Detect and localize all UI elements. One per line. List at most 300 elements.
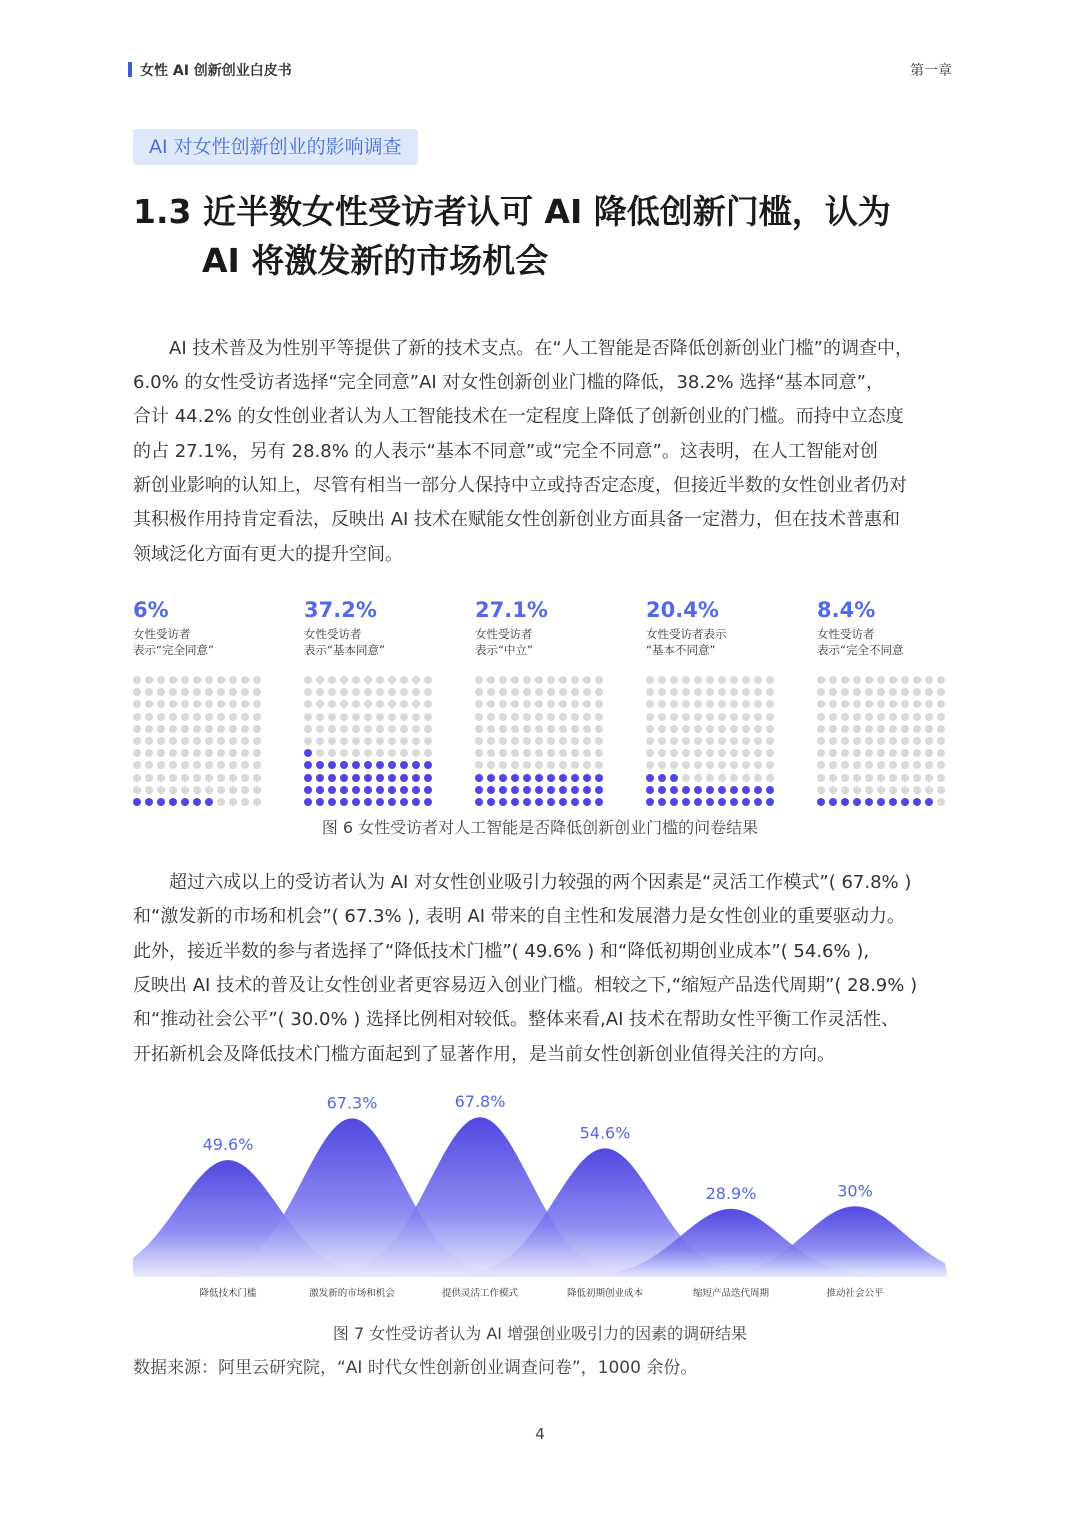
data-source: 数据来源：阿里云研究院，“AI 时代女性创新创业调查问卷”，1000 余份。 xyxy=(133,1358,698,1378)
dot-empty xyxy=(364,676,372,684)
dot-empty xyxy=(400,737,408,745)
dot-empty xyxy=(145,725,153,733)
dot-empty xyxy=(304,700,312,708)
dot-empty xyxy=(925,761,933,769)
dot-empty xyxy=(547,761,555,769)
dot-empty xyxy=(646,725,654,733)
dot-empty xyxy=(511,713,519,721)
dot-empty xyxy=(913,761,921,769)
dot-empty xyxy=(913,786,921,794)
dot-empty xyxy=(595,688,603,696)
dot-empty xyxy=(241,676,249,684)
dot-filled xyxy=(571,774,579,782)
dot-empty xyxy=(547,749,555,757)
paragraph-line: 其积极作用持肯定看法，反映出 AI 技术在赋能女性创新创业方面具备一定潜力，但在技术普惠和 xyxy=(133,509,901,530)
dot-filled xyxy=(547,798,555,806)
dot-filled xyxy=(169,798,177,806)
dot-empty xyxy=(706,688,714,696)
dot-empty xyxy=(424,700,432,708)
paragraph-line: 和“推动社会公平”( 30.0% ) 选择比例相对较低。整体来看,AI 技术在帮助女性平衡工作灵活性、 xyxy=(133,1009,900,1030)
dot-empty xyxy=(877,725,885,733)
dot-empty xyxy=(169,749,177,757)
dot-empty xyxy=(376,725,384,733)
dot-empty xyxy=(487,713,495,721)
dot-empty xyxy=(877,713,885,721)
dot-empty xyxy=(682,749,690,757)
dot-empty xyxy=(547,688,555,696)
dot-empty xyxy=(304,713,312,721)
dot-empty xyxy=(853,688,861,696)
dot-filled xyxy=(499,798,507,806)
dot-empty xyxy=(817,688,825,696)
dot-empty xyxy=(718,774,726,782)
dot-empty xyxy=(523,749,531,757)
dot-empty xyxy=(571,761,579,769)
dot-empty xyxy=(193,761,201,769)
dot-chart-desc-line: 表示“中立” xyxy=(475,643,533,657)
dot-empty xyxy=(133,676,141,684)
dot-empty xyxy=(670,737,678,745)
dot-empty xyxy=(742,749,750,757)
dot-empty xyxy=(475,713,483,721)
dot-empty xyxy=(865,713,873,721)
paragraph-line: 超过六成以上的受访者认为 AI 对女性创业吸引力较强的两个因素是“灵活工作模式”( 67.8% ) xyxy=(133,872,912,893)
dot-empty xyxy=(145,749,153,757)
dot-empty xyxy=(766,725,774,733)
dot-empty xyxy=(925,700,933,708)
dot-chart-description xyxy=(817,626,957,660)
dot-empty xyxy=(412,725,420,733)
dot-empty xyxy=(181,676,189,684)
dot-empty xyxy=(229,749,237,757)
dot-empty xyxy=(352,700,360,708)
dot-empty xyxy=(706,713,714,721)
dot-empty xyxy=(937,725,945,733)
dot-empty xyxy=(217,774,225,782)
dot-empty xyxy=(706,700,714,708)
dot-empty xyxy=(487,761,495,769)
dot-filled xyxy=(376,798,384,806)
bell-value-label: 54.6% xyxy=(579,1123,631,1143)
dot-empty xyxy=(829,737,837,745)
dot-empty xyxy=(388,700,396,708)
dot-empty xyxy=(328,737,336,745)
dot-empty xyxy=(229,761,237,769)
dot-empty xyxy=(535,688,543,696)
dot-filled xyxy=(706,798,714,806)
dot-empty xyxy=(913,676,921,684)
dot-empty xyxy=(511,725,519,733)
dot-filled xyxy=(547,774,555,782)
dot-empty xyxy=(133,761,141,769)
dot-filled xyxy=(376,786,384,794)
dot-empty xyxy=(229,713,237,721)
dot-empty xyxy=(559,725,567,733)
dot-filled xyxy=(328,774,336,782)
dot-empty xyxy=(583,676,591,684)
dot-empty xyxy=(706,725,714,733)
dot-empty xyxy=(841,786,849,794)
dot-empty xyxy=(925,688,933,696)
dot-empty xyxy=(718,737,726,745)
dot-filled xyxy=(328,798,336,806)
dot-empty xyxy=(658,700,666,708)
dot-empty xyxy=(646,688,654,696)
dot-empty xyxy=(535,676,543,684)
dot-empty xyxy=(841,713,849,721)
dot-filled xyxy=(559,774,567,782)
dot-filled xyxy=(205,798,213,806)
dot-empty xyxy=(157,688,165,696)
dot-filled xyxy=(913,798,921,806)
dot-empty xyxy=(718,688,726,696)
dot-empty xyxy=(658,676,666,684)
dot-filled xyxy=(412,761,420,769)
dot-empty xyxy=(853,761,861,769)
dot-empty xyxy=(241,700,249,708)
dot-filled xyxy=(535,774,543,782)
dot-empty xyxy=(646,700,654,708)
dot-filled xyxy=(511,786,519,794)
dot-filled xyxy=(475,798,483,806)
paragraph-line: 开拓新机会及降低技术门槛方面起到了显著作用，是当前女性创新创业值得关注的方向。 xyxy=(133,1044,835,1065)
dot-empty xyxy=(241,749,249,757)
dot-empty xyxy=(829,713,837,721)
dot-empty xyxy=(571,737,579,745)
dot-empty xyxy=(145,713,153,721)
dot-empty xyxy=(730,749,738,757)
dot-empty xyxy=(328,700,336,708)
dot-empty xyxy=(718,676,726,684)
dot-empty xyxy=(817,749,825,757)
dot-empty xyxy=(877,676,885,684)
dot-empty xyxy=(853,749,861,757)
dot-empty xyxy=(937,713,945,721)
dot-empty xyxy=(829,786,837,794)
dot-empty xyxy=(193,700,201,708)
bell-category-label: 推动社会公平 xyxy=(826,1288,884,1299)
dot-filled xyxy=(475,774,483,782)
dot-empty xyxy=(475,700,483,708)
dot-empty xyxy=(913,700,921,708)
dot-filled xyxy=(889,798,897,806)
dot-empty xyxy=(583,725,591,733)
dot-empty xyxy=(559,761,567,769)
dot-empty xyxy=(913,737,921,745)
dot-grid xyxy=(475,676,615,806)
dot-empty xyxy=(583,737,591,745)
dot-empty xyxy=(841,737,849,745)
dot-filled xyxy=(571,786,579,794)
dot-empty xyxy=(253,774,261,782)
dot-chart-disagree xyxy=(646,598,786,806)
dot-empty xyxy=(730,737,738,745)
dot-empty xyxy=(169,737,177,745)
bell-category-label: 激发新的市场和机会 xyxy=(309,1288,395,1299)
dot-empty xyxy=(694,676,702,684)
dot-filled xyxy=(316,786,324,794)
dot-filled xyxy=(304,774,312,782)
dot-filled xyxy=(670,774,678,782)
dot-filled xyxy=(388,774,396,782)
dot-filled xyxy=(535,798,543,806)
dot-filled xyxy=(388,786,396,794)
dot-empty xyxy=(583,749,591,757)
dot-empty xyxy=(340,700,348,708)
paragraph-line: 的占 27.1%，另有 28.8% 的人表示“基本不同意”或“完全不同意”。这表明，在人工智能对创 xyxy=(133,441,878,462)
dot-empty xyxy=(133,725,141,733)
dot-empty xyxy=(364,725,372,733)
dot-empty xyxy=(877,737,885,745)
dot-filled xyxy=(658,786,666,794)
dot-empty xyxy=(304,737,312,745)
dot-empty xyxy=(205,749,213,757)
dot-filled xyxy=(352,786,360,794)
dot-empty xyxy=(901,676,909,684)
dot-empty xyxy=(766,761,774,769)
dot-filled xyxy=(535,786,543,794)
dot-empty xyxy=(157,676,165,684)
dot-empty xyxy=(145,700,153,708)
dot-empty xyxy=(205,713,213,721)
dot-filled xyxy=(523,798,531,806)
section-heading-line1: 1.3 近半数女性受访者认可 AI 降低创新门槛，认为 xyxy=(133,192,891,231)
dot-filled xyxy=(754,798,762,806)
dot-empty xyxy=(157,749,165,757)
dot-empty xyxy=(523,725,531,733)
dot-filled xyxy=(475,786,483,794)
dot-empty xyxy=(889,700,897,708)
dot-filled xyxy=(388,798,396,806)
dot-empty xyxy=(742,700,750,708)
dot-filled xyxy=(742,798,750,806)
dot-empty xyxy=(352,749,360,757)
dot-empty xyxy=(718,713,726,721)
dot-empty xyxy=(670,761,678,769)
dot-empty xyxy=(328,713,336,721)
dot-chart-desc-line: 女性受访者 xyxy=(304,627,362,641)
dot-empty xyxy=(511,737,519,745)
dot-empty xyxy=(766,737,774,745)
dot-empty xyxy=(682,761,690,769)
dot-empty xyxy=(877,774,885,782)
dot-empty xyxy=(133,700,141,708)
dot-empty xyxy=(595,676,603,684)
dot-empty xyxy=(241,737,249,745)
dot-filled xyxy=(670,786,678,794)
dot-filled xyxy=(364,786,372,794)
dot-filled xyxy=(304,761,312,769)
dot-empty xyxy=(169,774,177,782)
dot-empty xyxy=(853,737,861,745)
dot-empty xyxy=(766,713,774,721)
dot-empty xyxy=(169,761,177,769)
dot-empty xyxy=(925,737,933,745)
dot-empty xyxy=(925,749,933,757)
dot-empty xyxy=(328,688,336,696)
dot-empty xyxy=(730,700,738,708)
dot-empty xyxy=(913,774,921,782)
dot-empty xyxy=(511,700,519,708)
dot-empty xyxy=(853,774,861,782)
dot-filled xyxy=(133,798,141,806)
dot-empty xyxy=(559,749,567,757)
dot-filled xyxy=(412,798,420,806)
dot-empty xyxy=(694,761,702,769)
bell-value-label: 49.6% xyxy=(202,1135,254,1155)
dot-empty xyxy=(523,688,531,696)
dot-empty xyxy=(169,700,177,708)
dot-empty xyxy=(937,676,945,684)
dot-filled xyxy=(853,798,861,806)
dot-empty xyxy=(865,749,873,757)
dot-empty xyxy=(571,713,579,721)
bell-category-label: 缩短产品迭代周期 xyxy=(692,1288,770,1299)
dot-empty xyxy=(229,786,237,794)
dot-filled xyxy=(499,786,507,794)
dot-empty xyxy=(559,737,567,745)
dot-empty xyxy=(487,676,495,684)
dot-empty xyxy=(241,774,249,782)
dot-empty xyxy=(511,676,519,684)
dot-empty xyxy=(670,688,678,696)
dot-empty xyxy=(376,713,384,721)
dot-empty xyxy=(205,761,213,769)
dot-empty xyxy=(694,737,702,745)
dot-empty xyxy=(412,737,420,745)
dot-empty xyxy=(352,688,360,696)
dot-empty xyxy=(217,713,225,721)
dot-empty xyxy=(841,761,849,769)
dot-empty xyxy=(340,725,348,733)
figure-7-bell-chart xyxy=(133,1085,948,1305)
dot-empty xyxy=(487,725,495,733)
dot-empty xyxy=(364,700,372,708)
dot-empty xyxy=(817,786,825,794)
dot-empty xyxy=(571,700,579,708)
dot-empty xyxy=(145,774,153,782)
dot-empty xyxy=(217,725,225,733)
dot-filled xyxy=(364,761,372,769)
dot-empty xyxy=(913,688,921,696)
dot-empty xyxy=(523,737,531,745)
bell-value-label: 67.8% xyxy=(454,1092,506,1112)
dot-empty xyxy=(229,688,237,696)
figure-6-caption: 图 6 女性受访者对人工智能是否降低创新创业门槛的问卷结果 xyxy=(321,818,759,837)
dot-empty xyxy=(487,700,495,708)
dot-empty xyxy=(889,774,897,782)
dot-empty xyxy=(376,700,384,708)
dot-empty xyxy=(229,774,237,782)
dot-empty xyxy=(595,725,603,733)
dot-empty xyxy=(400,700,408,708)
dot-empty xyxy=(718,749,726,757)
dot-empty xyxy=(742,725,750,733)
dot-empty xyxy=(400,749,408,757)
dot-empty xyxy=(742,761,750,769)
dot-empty xyxy=(412,713,420,721)
dot-empty xyxy=(181,774,189,782)
dot-empty xyxy=(169,786,177,794)
dot-filled xyxy=(424,786,432,794)
dot-empty xyxy=(754,676,762,684)
dot-empty xyxy=(364,737,372,745)
dot-filled xyxy=(352,761,360,769)
dot-empty xyxy=(364,688,372,696)
dot-empty xyxy=(424,737,432,745)
dot-empty xyxy=(595,737,603,745)
dot-empty xyxy=(829,688,837,696)
dot-empty xyxy=(181,786,189,794)
dot-empty xyxy=(229,700,237,708)
dot-empty xyxy=(559,676,567,684)
dot-empty xyxy=(499,761,507,769)
dot-empty xyxy=(133,774,141,782)
dot-empty xyxy=(595,713,603,721)
dot-empty xyxy=(865,725,873,733)
dot-empty xyxy=(217,786,225,794)
dot-empty xyxy=(841,688,849,696)
dot-empty xyxy=(925,774,933,782)
dot-filled xyxy=(865,798,873,806)
dot-empty xyxy=(877,700,885,708)
bell-category-label: 降低技术门槛 xyxy=(199,1288,257,1299)
dot-filled xyxy=(718,786,726,794)
dot-empty xyxy=(559,713,567,721)
dot-empty xyxy=(865,774,873,782)
dot-filled xyxy=(340,774,348,782)
dot-filled xyxy=(316,761,324,769)
dot-filled xyxy=(340,786,348,794)
bell-value-label: 28.9% xyxy=(705,1183,757,1203)
dot-chart-desc-line: 女性受访者 xyxy=(475,627,533,641)
dot-empty xyxy=(511,688,519,696)
dot-filled xyxy=(340,761,348,769)
dot-empty xyxy=(841,700,849,708)
dot-empty xyxy=(205,725,213,733)
dot-filled xyxy=(511,774,519,782)
dot-chart-desc-line: 女性受访者 xyxy=(817,627,875,641)
dot-filled xyxy=(412,786,420,794)
dot-filled xyxy=(658,774,666,782)
dot-empty xyxy=(253,761,261,769)
dot-empty xyxy=(754,737,762,745)
dot-empty xyxy=(157,700,165,708)
dot-filled xyxy=(682,786,690,794)
dot-empty xyxy=(766,688,774,696)
dot-empty xyxy=(205,786,213,794)
dot-empty xyxy=(889,688,897,696)
dot-filled xyxy=(583,786,591,794)
dot-empty xyxy=(889,676,897,684)
dot-empty xyxy=(547,700,555,708)
dot-empty xyxy=(535,725,543,733)
dot-empty xyxy=(328,676,336,684)
dot-empty xyxy=(253,749,261,757)
dot-filled xyxy=(658,798,666,806)
dot-empty xyxy=(706,737,714,745)
dot-empty xyxy=(682,725,690,733)
dot-filled xyxy=(646,786,654,794)
section-heading-line2: AI 将激发新的市场机会 xyxy=(202,241,549,280)
dot-filled xyxy=(817,798,825,806)
dot-filled xyxy=(583,774,591,782)
dot-empty xyxy=(937,749,945,757)
dot-empty xyxy=(229,798,237,806)
dot-empty xyxy=(730,774,738,782)
dot-empty xyxy=(253,786,261,794)
dot-empty xyxy=(670,749,678,757)
